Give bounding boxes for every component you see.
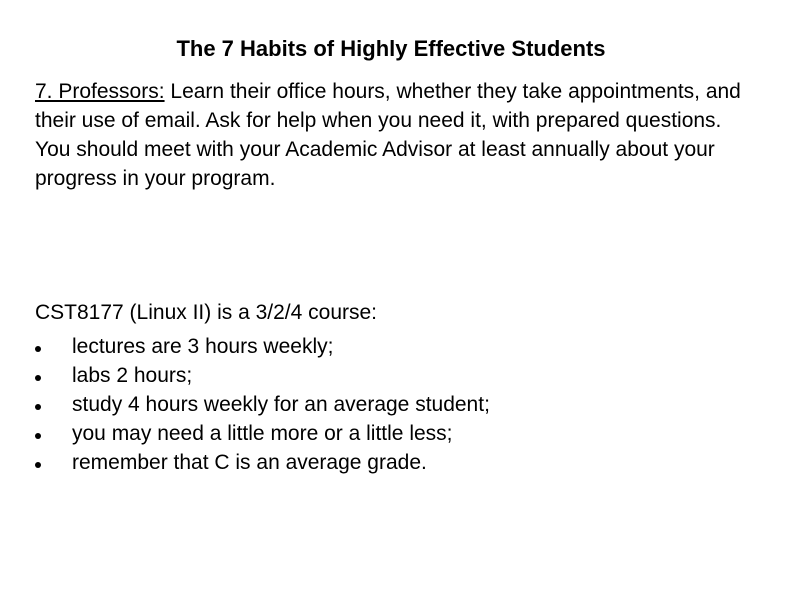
habit-paragraph — [35, 77, 755, 193]
course-intro: CST8177 (Linux II) is a 3/2/4 course: — [35, 301, 377, 324]
slide-title: The 7 Habits of Highly Effective Students — [176, 36, 606, 61]
bullet-icon — [35, 404, 41, 410]
list-item-text: lectures are 3 hours weekly; — [72, 335, 334, 358]
habit-text: Learn their office hours, whether they take appointments, and their use of email. Ask for help when you need it, with prepared questions. You should meet with your Academic Advisor at least annually about your progress in your program. — [35, 80, 741, 190]
list-item-text: remember that C is an average grade. — [72, 451, 427, 474]
bullet-icon — [35, 462, 41, 468]
course-bullet-list — [35, 332, 755, 477]
list-item-text: labs 2 hours; — [72, 364, 193, 387]
list-item — [35, 332, 755, 361]
list-item — [35, 390, 755, 419]
bullet-icon — [35, 375, 41, 381]
list-item — [35, 419, 755, 448]
list-item — [35, 361, 755, 390]
bullet-icon — [35, 433, 41, 439]
bullet-icon — [35, 346, 41, 352]
habit-lead: 7. Professors: — [35, 80, 165, 103]
list-item-text: you may need a little more or a little less; — [72, 422, 453, 445]
list-item-text: study 4 hours weekly for an average student; — [72, 393, 490, 416]
list-item — [35, 448, 755, 477]
